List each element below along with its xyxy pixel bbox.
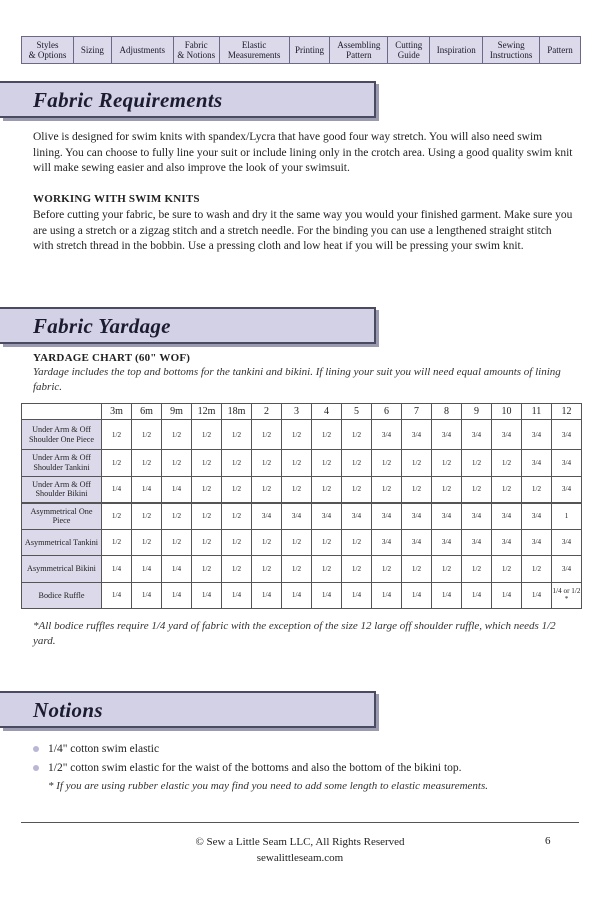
yardage-cell: 1/2 (312, 476, 342, 503)
yardage-cell: 1/2 (162, 450, 192, 477)
row-label-cell: Under Arm & Off Shoulder One Piece (22, 420, 102, 450)
size-header-cell: 6 (372, 404, 402, 420)
yardage-cell: 1/2 (402, 476, 432, 503)
nav-tab-elastic-measurements[interactable]: Elastic Measurements (220, 37, 290, 63)
yardage-chart-title: YARDAGE CHART (60" WOF) (33, 352, 191, 364)
fabric-yardage-header (0, 307, 376, 344)
yardage-cell: 1/2 (222, 529, 252, 556)
yardage-cell: 1/4 (192, 582, 222, 609)
yardage-cell: 1/2 (372, 556, 402, 583)
yardage-cell: 1/4 (162, 476, 192, 503)
yardage-cell: 1/2 (402, 556, 432, 583)
yardage-cell: 1/2 (192, 450, 222, 477)
yardage-cell: 1/2 (312, 450, 342, 477)
yardage-cell: 1/4 (342, 582, 372, 609)
yardage-cell: 1/4 or 1/2 * (552, 582, 582, 609)
yardage-cell: 1/2 (432, 450, 462, 477)
table-row (22, 582, 582, 609)
yardage-cell: 1/2 (462, 476, 492, 503)
nav-tab-printing[interactable]: Printing (290, 37, 331, 63)
table-row (22, 476, 582, 503)
nav-tab-assembling-pattern[interactable]: Assembling Pattern (330, 37, 388, 63)
yardage-cell: 1/2 (252, 476, 282, 503)
row-label-cell: Bodice Ruffle (22, 582, 102, 609)
yardage-cell: 1/2 (522, 556, 552, 583)
yardage-cell: 1/2 (282, 420, 312, 450)
yardage-cell: 1/2 (372, 476, 402, 503)
page-number: 6 (545, 835, 551, 847)
yardage-cell: 1/2 (432, 556, 462, 583)
yardage-cell: 3/4 (432, 503, 462, 530)
elastic-note: * If you are using rubber elastic you may find you need to add some length to elastic measurements. (48, 780, 489, 792)
yardage-cell: 1/4 (132, 476, 162, 503)
yardage-cell: 1/2 (372, 450, 402, 477)
yardage-cell: 3/4 (552, 420, 582, 450)
yardage-cell: 3/4 (462, 420, 492, 450)
notions-title: Notions (33, 698, 103, 722)
yardage-cell: 1/2 (192, 529, 222, 556)
yardage-cell: 1/2 (252, 529, 282, 556)
bullet-icon (33, 746, 39, 752)
yardage-cell: 1/2 (282, 476, 312, 503)
size-header-cell: 12m (192, 404, 222, 420)
yardage-cell: 1/2 (132, 529, 162, 556)
yardage-cell: 1/2 (102, 450, 132, 477)
row-label-cell: Asymmetrical Bikini (22, 556, 102, 583)
yardage-cell: 1/2 (252, 450, 282, 477)
fabric-yardage-title: Fabric Yardage (33, 314, 171, 338)
fabric-requirements-intro: Olive is designed for swim knits with spandex/Lycra that have good four way stretch. You will also need swim lining. You can choose to fully line your suit or include lining only in the crotch area. Using a good quality swim knit will make sewing easier and also improve the look of your swimsuit. (33, 131, 573, 175)
yardage-cell: 3/4 (282, 503, 312, 530)
yardage-footnote: *All bodice ruffles require 1/4 yard of fabric with the exception of the size 12 large off shoulder ruffle, which needs 1/2 yard. (33, 620, 556, 647)
yardage-cell: 1/2 (222, 503, 252, 530)
size-header-cell: 18m (222, 404, 252, 420)
table-row (22, 529, 582, 556)
size-header-cell: 3 (282, 404, 312, 420)
size-header-cell: 2 (252, 404, 282, 420)
nav-tab-adjustments[interactable]: Adjustments (112, 37, 174, 63)
yardage-cell: 1/2 (312, 529, 342, 556)
size-header-cell: 6m (132, 404, 162, 420)
yardage-cell: 1/4 (372, 582, 402, 609)
swim-knits-body: Before cutting your fabric, be sure to wash and dry it the same way you would your finished garment. Make sure you are using a stretch or a zigzag stitch and a stretch needle. For the binding you can use a lengthened straight stitch with stretch thread in the bobbin. Use a pressing cloth and low heat if you will be pressing your swim knit. (33, 209, 573, 253)
yardage-cell: 1/4 (102, 582, 132, 609)
yardage-cell: 1/2 (102, 529, 132, 556)
yardage-cell: 3/4 (402, 529, 432, 556)
notions-list (33, 740, 573, 778)
table-row (22, 420, 582, 450)
yardage-cell: 1/2 (192, 420, 222, 450)
footer-url[interactable]: sewalittleseam.com (256, 852, 344, 864)
yardage-cell: 1/2 (222, 420, 252, 450)
yardage-cell: 1/4 (162, 556, 192, 583)
yardage-cell: 1/2 (192, 476, 222, 503)
yardage-cell: 1/2 (342, 556, 372, 583)
yardage-cell: 3/4 (372, 529, 402, 556)
yardage-cell: 3/4 (522, 420, 552, 450)
size-header-cell: 5 (342, 404, 372, 420)
yardage-cell: 1/2 (222, 450, 252, 477)
yardage-cell: 1/2 (342, 529, 372, 556)
yardage-cell: 3/4 (522, 529, 552, 556)
yardage-cell: 3/4 (492, 503, 522, 530)
row-label-cell: Under Arm & Off Shoulder Tankini (22, 450, 102, 477)
yardage-cell: 3/4 (252, 503, 282, 530)
yardage-cell: 1/2 (162, 420, 192, 450)
size-header-cell: 9m (162, 404, 192, 420)
yardage-cell: 3/4 (552, 450, 582, 477)
yardage-cell: 1/2 (462, 556, 492, 583)
yardage-cell: 1/4 (102, 476, 132, 503)
yardage-cell: 3/4 (312, 503, 342, 530)
footer-divider (21, 822, 579, 823)
nav-tab-sizing[interactable]: Sizing (74, 37, 112, 63)
yardage-cell: 3/4 (522, 503, 552, 530)
yardage-cell: 1/2 (312, 556, 342, 583)
yardage-cell: 1/4 (492, 582, 522, 609)
yardage-cell: 3/4 (492, 529, 522, 556)
yardage-cell: 3/4 (492, 420, 522, 450)
yardage-cell: 1/2 (432, 476, 462, 503)
yardage-cell: 1/4 (132, 556, 162, 583)
yardage-cell: 1/2 (402, 450, 432, 477)
size-header-cell: 9 (462, 404, 492, 420)
yardage-cell: 3/4 (552, 529, 582, 556)
yardage-cell: 1/2 (462, 450, 492, 477)
yardage-cell: 1/2 (522, 476, 552, 503)
yardage-cell: 1/2 (192, 503, 222, 530)
size-header-cell: 7 (402, 404, 432, 420)
yardage-cell: 1/2 (282, 529, 312, 556)
yardage-chart-note: Yardage includes the top and bottoms for the tankini and bikini. If lining your suit you will need equal amounts of lining fabric. (33, 366, 561, 393)
yardage-cell: 3/4 (432, 420, 462, 450)
yardage-cell: 3/4 (552, 476, 582, 503)
table-corner-cell (22, 404, 102, 420)
yardage-cell: 3/4 (462, 529, 492, 556)
nav-tab-fabric-notions[interactable]: Fabric & Notions (174, 37, 220, 63)
yardage-cell: 1/2 (162, 503, 192, 530)
nav-tab-sewing-instructions[interactable]: Sewing Instructions (483, 37, 540, 63)
size-header-cell: 12 (552, 404, 582, 420)
yardage-cell: 1/2 (192, 556, 222, 583)
yardage-cell: 1/2 (282, 450, 312, 477)
yardage-cell: 1/4 (432, 582, 462, 609)
bullet-icon (33, 765, 39, 771)
yardage-cell: 1/2 (252, 420, 282, 450)
size-header-cell: 10 (492, 404, 522, 420)
row-label-cell: Asymmetrical One Piece (22, 503, 102, 530)
yardage-cell: 1/2 (102, 503, 132, 530)
yardage-cell: 1/2 (492, 476, 522, 503)
yardage-cell: 1/4 (402, 582, 432, 609)
size-header-cell: 3m (102, 404, 132, 420)
fabric-requirements-title: Fabric Requirements (33, 88, 223, 112)
row-label-cell: Asymmetrical Tankini (22, 529, 102, 556)
yardage-cell: 1/2 (132, 450, 162, 477)
fabric-requirements-header (0, 81, 376, 118)
size-header-cell: 8 (432, 404, 462, 420)
size-header-cell: 11 (522, 404, 552, 420)
yardage-cell: 1/2 (342, 476, 372, 503)
yardage-cell: 3/4 (462, 503, 492, 530)
yardage-cell: 3/4 (372, 503, 402, 530)
yardage-cell: 3/4 (402, 503, 432, 530)
yardage-cell: 1/2 (222, 556, 252, 583)
yardage-cell: 3/4 (402, 420, 432, 450)
yardage-cell: 1/2 (342, 420, 372, 450)
yardage-cell: 1/4 (282, 582, 312, 609)
yardage-cell: 1/2 (132, 503, 162, 530)
yardage-table-body (22, 420, 582, 609)
yardage-table-header-row (22, 404, 582, 420)
table-row (22, 556, 582, 583)
yardage-cell: 1/2 (282, 556, 312, 583)
yardage-cell: 1/2 (102, 420, 132, 450)
footer-copyright: © Sew a Little Seam LLC, All Rights Reserved (195, 836, 405, 848)
yardage-cell: 1/2 (162, 529, 192, 556)
yardage-cell: 1/2 (312, 420, 342, 450)
yardage-cell: 1/4 (102, 556, 132, 583)
yardage-cell: 1/2 (492, 450, 522, 477)
nav-tab-cutting-guide[interactable]: Cutting Guide (388, 37, 430, 63)
yardage-cell: 1/4 (162, 582, 192, 609)
yardage-cell: 3/4 (342, 503, 372, 530)
nav-tab-styles-options[interactable]: Styles & Options (22, 37, 74, 63)
yardage-cell: 1/2 (492, 556, 522, 583)
yardage-cell: 3/4 (372, 420, 402, 450)
swim-knits-subheading: WORKING WITH SWIM KNITS (33, 193, 200, 205)
yardage-cell: 3/4 (522, 450, 552, 477)
yardage-cell: 1/4 (522, 582, 552, 609)
table-row (22, 450, 582, 477)
yardage-table (21, 403, 582, 609)
yardage-cell: 1/2 (222, 476, 252, 503)
yardage-cell: 1 (552, 503, 582, 530)
list-item (33, 759, 573, 778)
yardage-cell: 3/4 (552, 556, 582, 583)
yardage-cell: 1/4 (252, 582, 282, 609)
yardage-cell: 1/4 (312, 582, 342, 609)
yardage-cell: 1/4 (132, 582, 162, 609)
nav-tab-inspiration[interactable]: Inspiration (430, 37, 483, 63)
yardage-cell: 1/4 (222, 582, 252, 609)
yardage-cell: 1/2 (132, 420, 162, 450)
top-nav (21, 36, 581, 64)
row-label-cell: Under Arm & Off Shoulder Bikini (22, 476, 102, 503)
notions-header (0, 691, 376, 728)
notion-item-text: 1/2" cotton swim elastic for the waist of the bottoms and also the bottom of the bikini top. (48, 762, 462, 774)
yardage-cell: 3/4 (432, 529, 462, 556)
notion-item-text: 1/4" cotton swim elastic (48, 743, 160, 755)
size-header-cell: 4 (312, 404, 342, 420)
list-item (33, 740, 573, 759)
table-row (22, 503, 582, 530)
yardage-cell: 1/4 (462, 582, 492, 609)
nav-tab-pattern[interactable]: Pattern (547, 45, 573, 55)
yardage-cell: 1/2 (342, 450, 372, 477)
yardage-cell: 1/2 (252, 556, 282, 583)
